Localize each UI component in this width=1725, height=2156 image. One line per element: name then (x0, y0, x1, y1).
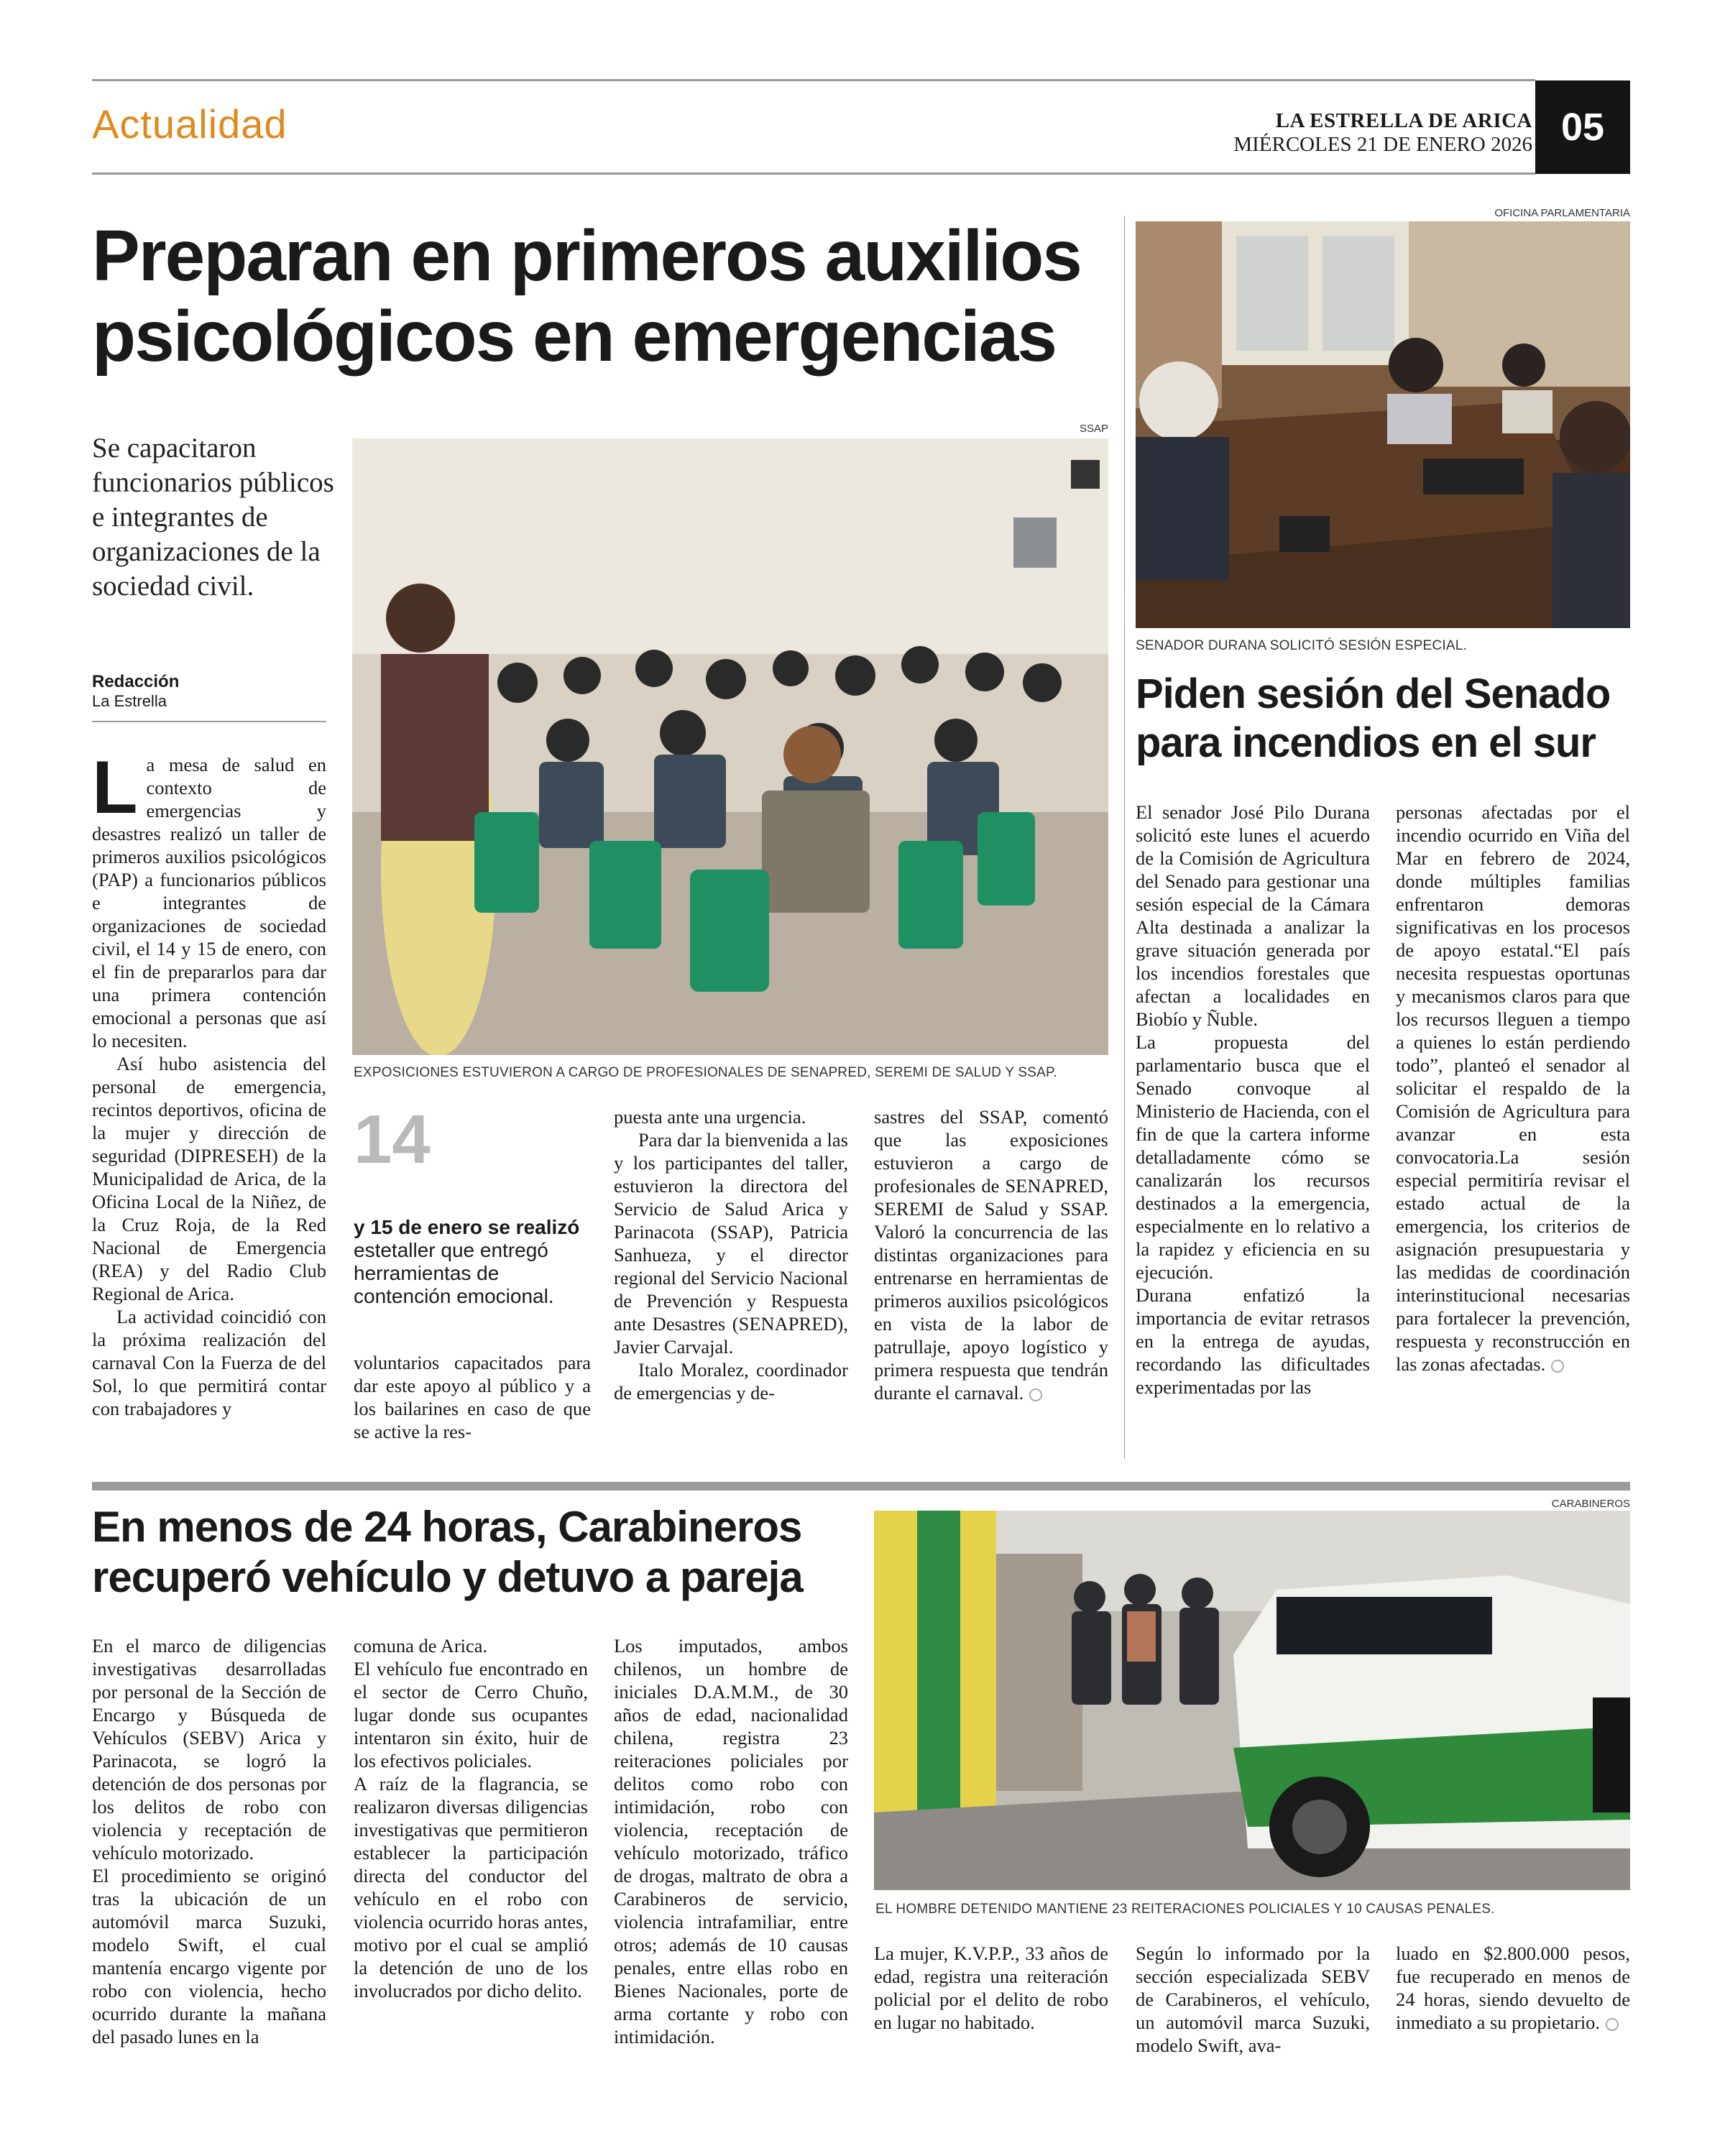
story1-col3 (614, 1105, 848, 1404)
story2-headline-line2: para incendios en el sur (1136, 719, 1596, 766)
page-number: 05 (1535, 80, 1630, 174)
story2-photo-caption: SENADOR DURANA SOLICITÓ SESIÓN ESPECIAL. (1136, 638, 1467, 653)
story3-col1-p1: En el marco de diligencias investigativas desarrolladas por personal de la Sección de Encargo y Búsqueda de Vehículos (SEBV) Arica y Parinacota, se logró la detención de dos personas por los delitos de robo con violencia y receptación de vehículo motorizado. (92, 1635, 326, 1864)
story3-headline-line2: recuperó vehículo y detuvo a pareja (92, 1553, 803, 1601)
byline-name: Redacción (92, 672, 180, 691)
story2-col1-p2: La propuesta del parlamentario busca que el Senado convoque al Ministerio de Hacienda, con el fin de que la cartera informe detalladamente cómo se canalizarán los recursos destinados a la emergencia, especialmente en lo relativo a la rapidez y eficiencia en su ejecución. (1136, 1031, 1370, 1283)
story3-col6-text: luado en $2.800.000 pesos, fue recuperado en menos de 24 horas, siendo devuelto de inmediato a su propietario. (1396, 1943, 1630, 2033)
carabineros-photo (874, 1511, 1630, 1890)
story1-col2 (354, 1351, 591, 1443)
story1-col3-p3: Italo Moralez, coordinador de emergencias y de- (614, 1359, 848, 1404)
senate-photo (1136, 221, 1630, 628)
section-title: Actualidad (92, 101, 288, 147)
story1-photo (352, 438, 1108, 1055)
end-mark-icon (1029, 1388, 1042, 1401)
fact-box (354, 1101, 591, 1308)
story1-col1-p1-text: a mesa de salud en contexto de emergencias y desastres realizó un taller de primeros auxilios psicológicos (PAP) a funcionarios públicos e integrantes de organizaciones de sociedad civil, el 14 y 15 de enero, con el fin de prepararlos para dar una primera contención emocional a personas que así lo necesiten. (92, 754, 326, 1051)
dropcap: L (92, 746, 138, 829)
story3-col2-p1: comuna de Arica. (354, 1635, 488, 1657)
workshop-photo (352, 438, 1108, 1055)
top-rule (92, 79, 1535, 81)
byline-rule (92, 721, 326, 722)
story2-headline-line1: Piden sesión del Senado (1136, 671, 1611, 717)
byline (92, 672, 179, 711)
story2-col2-p1 (1396, 801, 1630, 1376)
story1-headline-line1: Preparan en primeros auxilios (92, 216, 1081, 296)
byline-outlet: La Estrella (92, 692, 167, 710)
story3-col1-p2: El procedimiento se originó tras la ubicación de un automóvil marca Suzuki, modelo Swift, el cual mantenía encargo vigente por robo con violencia, hecho ocurrido durante la mañana del pasado lunes en la (92, 1865, 326, 2047)
story3-photo (874, 1511, 1630, 1890)
fact-number: 14 (354, 1101, 431, 1178)
story3-col4-p1: La mujer, K.V.P.P., 33 años de edad, registra una reiteración policial por el delito de robo en lugar no habitado. (874, 1943, 1108, 2033)
story2-col2-text: personas afectadas por el incendio ocurrido en Viña del Mar en febrero de 2024, donde múltiples familias enfrentaron demoras significativas en los procesos de apoyo estatal.“El país necesita respuestas oportunas y mecanismos claros para que los recursos lleguen a tiempo a quienes lo están perdiendo todo”, planteó el senador al solicitar el respaldo de la Comisión de Agricultura para avanzar en esta convocatoria.La sesión especial permitiría revisar el estado actual de la emergencia, los criterios de asignación presupuestaria y las medidas de coordinación interinstitucional necesarias para fortalecer la prevención, respuesta y reconstrucción en las zonas afectadas. (1396, 801, 1630, 1375)
story3-col3 (614, 1634, 848, 2048)
story3-col4 (874, 1942, 1108, 2034)
story1-col4-p1 (874, 1105, 1108, 1404)
story3-headline (92, 1502, 803, 1603)
story2-col1-p3: Durana enfatizó la importancia de evitar retrasos en la entrega de ayudas, recordando las dificultades experimentadas por las (1136, 1284, 1370, 1398)
story1-col4-text: sastres del SSAP, comentó que las exposiciones estuvieron a cargo de profesionales de SENAPRED, SEREMI de Salud y SSAP. Valoró la concurrencia de las distintas organizaciones para entrenarse en herramientas de primeros auxilios psicológicos en vista de la labor de patrullaje, apoyo logístico y primera respuesta que tendrán durante el carnaval. (874, 1106, 1108, 1404)
end-mark-icon (1551, 1360, 1564, 1373)
story2-col1 (1136, 801, 1370, 1399)
story3-col5-p1: Según lo informado por la sección especializada SEBV de Carabineros, el vehículo, un automóvil marca Suzuki, modelo Swift, ava- (1136, 1943, 1370, 2056)
masthead (1233, 109, 1532, 157)
story1-photo-caption: EXPOSICIONES ESTUVIERON A CARGO DE PROFESIONALES DE SENAPRED, SEREMI DE SALUD Y SSAP. (354, 1065, 1057, 1080)
story1-photo-credit: SSAP (1079, 423, 1108, 435)
story1-col1-p3: La actividad coincidió con la próxima realización del carnaval Con la Fuerza de del Sol, lo que permitirá contar con trabajadores y (92, 1306, 326, 1419)
column-divider (1124, 216, 1125, 1459)
story1-headline (92, 216, 1081, 377)
end-mark-icon (1606, 2018, 1619, 2031)
story3-col3-p1: Los imputados, ambos chilenos, un hombre de iniciales D.A.M.M., de 30 años de edad, nacionalidad chilena, registra 23 reiteraciones policiales por delitos como robo con intimidación, robo con violencia, receptación de vehículo motorizado, tráfico de drogas, maltrato de obra a Carabineros de servicio, violencia intrafamiliar, entre otros; además de 10 causas penales, entre ellas robo en Bienes Nacionales, porte de arma cortante y robo con intimidación. (614, 1635, 848, 2047)
fact-text: estetaller que entregó herramientas de contención emocional. (354, 1239, 554, 1307)
fact-bold: y 15 de enero se realizó (354, 1216, 580, 1238)
story1-col3-p1: puesta ante una urgencia. (614, 1106, 806, 1128)
issue-date: MIÉRCOLES 21 DE ENERO 2026 (1233, 133, 1532, 156)
story3-col2-p3: A raíz de la flagrancia, se realizaron diversas diligencias investigativas que permitieron establecer la participación directa del conductor del vehículo en el robo con violencia ocurrido horas antes, motivo por el cual se amplió la detención de uno de los involucrados por dicho delito. (354, 1773, 588, 2001)
story1-col3-p2: Para dar la bienvenida a las y los participantes del taller, estuvieron la directora del Servicio de Salud Arica y Parinacota (SSAP), Patricia Sanhueza, y el director regional del Servicio Nacional de Prevención y Respuesta ante Desastres (SENAPRED), Javier Carvajal. (614, 1129, 848, 1358)
story1-col1-p1 (92, 746, 326, 1052)
story1-subhead: Se capacitaron funcionarios públicos e integrantes de organizaciones de la sociedad civil. (92, 433, 334, 602)
story2-col1-p1: El senador José Pilo Durana solicitó este lunes el acuerdo de la Comisión de Agricultura del Senado para gestionar una sesión especial de la Cámara Alta destinada a analizar la grave situación generada por los incendios forestales que afectan a localidades en Biobío y Ñuble. (1136, 801, 1370, 1030)
story3-col2 (354, 1634, 588, 2002)
story3-col6 (1396, 1942, 1630, 2034)
story3-headline-line1: En menos de 24 horas, Carabineros (92, 1503, 802, 1551)
story2-headline (1136, 670, 1610, 768)
story1-col4 (874, 1105, 1108, 1404)
story3-top-rule (92, 1482, 1630, 1491)
story1-col2-p1: voluntarios capacitados para dar este apoyo al público y a los bailarines en caso de que se active la res- (354, 1352, 591, 1442)
story3-col1 (92, 1634, 326, 2048)
story2-photo (1136, 221, 1630, 628)
story1-col1 (92, 746, 326, 1420)
story3-photo-caption: EL HOMBRE DETENIDO MANTIENE 23 REITERACIONES POLICIALES Y 10 CAUSAS PENALES. (875, 1902, 1495, 1917)
newspaper-name: LA ESTRELLA DE ARICA (1275, 109, 1532, 132)
story1-headline-line2: psicológicos en emergencias (92, 296, 1056, 377)
story3-col2-p2: El vehículo fue encontrado en el sector de Cerro Chuño, lugar donde sus ocupantes intentaron sin éxito, huir de los efectivos policiales. (354, 1658, 588, 1772)
story1-col1-p2: Así hubo asistencia del personal de emergencia, recintos deportivos, oficina de la mujer y dirección de seguridad (DIPRESEH) de la Municipalidad de Arica, de la Oficina Local de la Niñez, de la Cruz Roja, de la Red Nacional de Emergencia (REA) y del Radio Club Regional de Arica. (92, 1053, 326, 1304)
header-rule (92, 172, 1535, 175)
story3-col6-p1 (1396, 1942, 1630, 2034)
story3-col5 (1136, 1942, 1370, 2057)
story2-photo-credit: OFICINA PARLAMENTARIA (1494, 207, 1630, 219)
story2-col2 (1396, 801, 1630, 1376)
story3-photo-credit: CARABINEROS (1551, 1498, 1630, 1510)
